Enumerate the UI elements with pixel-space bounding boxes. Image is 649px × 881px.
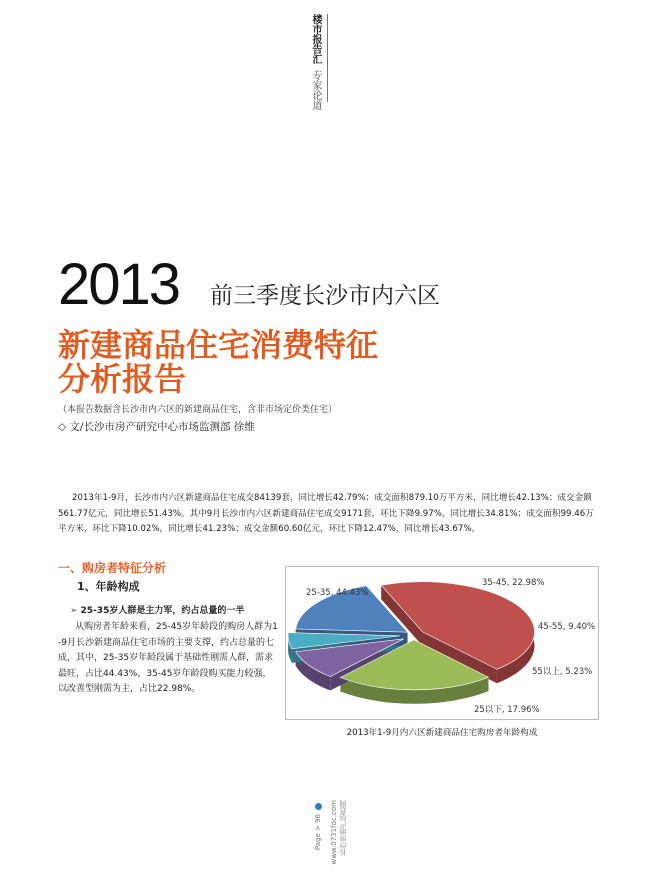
chart-caption: 2013年1-9月内六区新建商品住宅购房者年龄构成 <box>346 728 538 738</box>
age-pie-chart <box>285 566 599 720</box>
pie-svg <box>286 567 598 719</box>
subsection-heading: 1、年龄构成 <box>77 580 140 593</box>
scope-note: （本报告数据含长沙市内六区的新建商品住宅，含非市场定价类住宅） <box>58 405 338 415</box>
column-subtitle: 专家论道 <box>310 70 321 110</box>
key-point <box>70 603 244 616</box>
logo-dot-icon <box>315 803 322 810</box>
title-line-2: 新建商品住宅消费特征 <box>58 326 379 364</box>
title-line-1: 前三季度长沙市内六区 <box>210 283 440 309</box>
title-year: 2013 <box>58 252 180 317</box>
author-line: ◇ 文/长沙市房产研究中心市场监测部 徐维 <box>58 421 255 433</box>
column-tab <box>309 14 327 110</box>
intro-paragraph: 2013年1-9月，长沙市内六区新建商品住宅成交84139套，同比增长42.79%；成交面积879.10万平方米，同比增长42.13%；成交金额561.77亿元，同比增长51.43%。其中9月长沙市内六区新建商品住宅成交9171套，环比下降9.97%，同比增长34.81%；成交面积99.46万平方米，环比下降10.02%，同比增长41.23%；成交金额60.60亿元，环比下降12.47%，同比增长43.67%。 <box>58 493 594 535</box>
pie-slice-label: 25-35, 44.43% <box>306 588 369 598</box>
arrow-bullet-icon: ➢ <box>70 606 78 616</box>
pie-slice-label: 35-45, 22.98% <box>482 578 545 588</box>
pie-slice-label: 55以上, 5.23% <box>532 667 593 677</box>
pie-slice-label: 25以下, 17.96% <box>474 705 540 715</box>
body-paragraph: 从购房者年龄来看，25-45岁年龄段的购房人群为1-9月长沙新建商品住宅市场的主要支撑，约占总量的七成，其中，25-35岁年龄段属于基础性刚需人群，需求最旺，占比44.43%，35-45岁年龄段购买能力较强，以改善型刚需为主，占比22.98%。 <box>58 622 278 694</box>
title-line-3: 分析报告 <box>58 360 187 398</box>
page-number: Page > 96 <box>314 814 322 851</box>
section-heading: 一、购房者特征分析 <box>58 561 167 575</box>
column-title: 楼市报告汇 <box>310 14 321 64</box>
page-footer <box>301 800 351 875</box>
pie-slice-label: 45-55, 9.40% <box>538 622 596 632</box>
site-name: 长沙房地产信息网 <box>339 800 347 856</box>
site-url: www.0731fdc.com <box>330 800 338 865</box>
key-point-text: 25-35岁人群是主力军，约占总量的一半 <box>80 606 245 616</box>
column-divider <box>327 14 328 102</box>
